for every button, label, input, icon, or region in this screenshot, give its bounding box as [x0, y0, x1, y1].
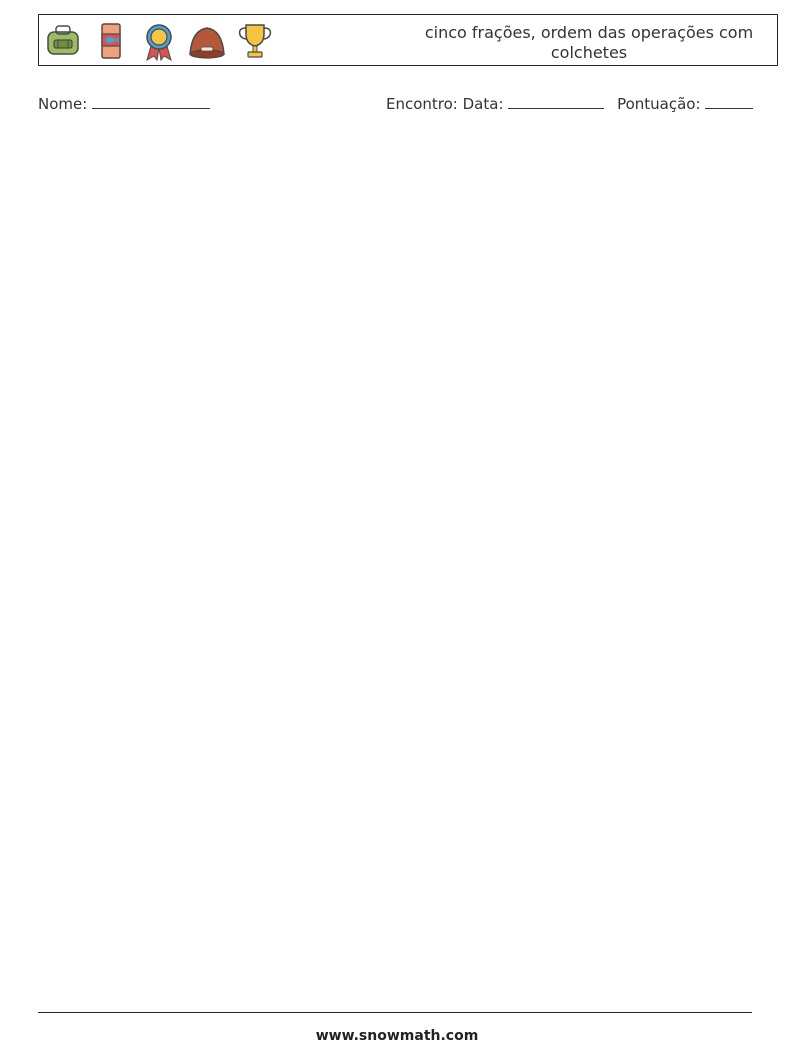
footer-url: www.snowmath.com	[315, 1028, 479, 1044]
bookmark-fish-icon	[90, 20, 132, 62]
backpack-icon	[42, 20, 84, 62]
session-line	[386, 94, 753, 113]
trophy-icon	[234, 20, 276, 62]
session-label: Encontro: Data:	[386, 95, 504, 113]
dog-bed-icon	[186, 20, 228, 62]
score-label: Pontuação:	[617, 95, 701, 113]
name-blank[interactable]	[92, 94, 210, 109]
medal-icon	[138, 20, 180, 62]
footer-divider	[38, 1012, 752, 1013]
name-line	[38, 94, 210, 113]
name-label: Nome:	[38, 95, 88, 113]
header-box	[38, 14, 778, 66]
header-icons	[42, 19, 276, 63]
score-blank[interactable]	[705, 94, 753, 109]
date-blank[interactable]	[508, 94, 604, 109]
worksheet-title: cinco frações, ordem das operações com colchetes	[424, 23, 754, 62]
